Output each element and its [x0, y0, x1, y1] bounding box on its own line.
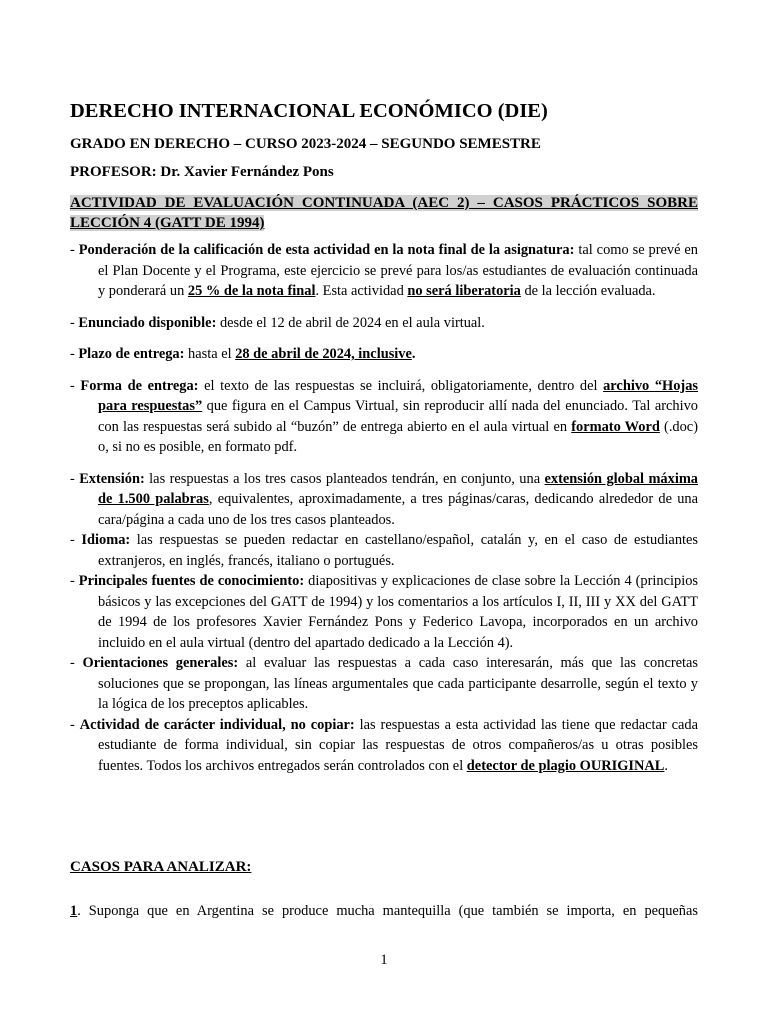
item-text: desde el 12 de abril de 2024 en el aula virtual. — [216, 314, 485, 331]
item-text: el texto de las respuestas se incluirá, obligatoriamente, dentro del — [198, 377, 604, 394]
bullet: - — [70, 470, 80, 487]
bullet: - — [70, 716, 80, 733]
emphasis: no será liberatoria — [407, 283, 521, 299]
bullet: - — [70, 346, 79, 362]
item-plazo — [70, 344, 698, 365]
item-label: Idioma: — [81, 532, 131, 548]
item-label: Plazo de entrega: — [78, 346, 185, 362]
item-text: de la lección evaluada. — [520, 283, 656, 299]
item-forma — [70, 376, 698, 458]
emphasis: formato Word — [571, 418, 660, 435]
item-text: las respuestas a esta actividad las tiene que redactar cada estudiante de forma individual, sin copiar las respuestas de otros compañeros/as u otras posibles fuentes. Todos los archivos entregados serán controlados con el — [98, 716, 699, 774]
case-text: . Suponga que en Argentina se produce mucha mantequilla (que también se importa, en pequeñas — [77, 903, 698, 919]
item-text: (.doc) o, si no es posible, en formato pdf. — [98, 418, 698, 455]
item-fuentes — [70, 571, 698, 653]
document-title: DERECHO INTERNACIONAL ECONÓMICO (DIE) — [70, 100, 548, 122]
item-label: Actividad de carácter individual, no copiar: — [79, 716, 355, 733]
document-subtitle: GRADO EN DERECHO – CURSO 2023-2024 – SEGUNDO SEMESTRE — [70, 136, 541, 152]
item-idioma — [70, 530, 698, 571]
professor-line: PROFESOR: Dr. Xavier Fernández Pons — [70, 164, 334, 180]
item-text: . — [411, 346, 416, 362]
item-label: Orientaciones generales: — [82, 655, 239, 671]
item-enunciado — [70, 313, 698, 334]
item-text: diapositivas y explicaciones de clase sobre la Lección 4 (principios básicos y las excepciones del GATT de 1994) y los comentarios a los artículos I, II, III y XX del GATT de 1994 de los profesores Xavier Fernández Pons y Federico Lavopa, incorporados en un archivo incluido en el aula virtual (dentro del apartado dedicado a la Lección 4). — [98, 573, 698, 651]
activity-title-text: ACTIVIDAD DE EVALUACIÓN CONTINUADA (AEC 2) – CASOS PRÁCTICOS SOBRE LECCIÓN 4 (GATT DE 1994) — [70, 195, 698, 231]
emphasis: 28 de abril de 2024, inclusive — [235, 346, 412, 362]
bullet: - — [70, 655, 83, 671]
item-label: Enunciado disponible: — [78, 314, 217, 331]
item-text: . Esta actividad — [315, 283, 408, 299]
item-extension — [70, 469, 698, 531]
page-number: 1 — [380, 952, 388, 968]
item-text: al evaluar las respuestas a cada caso interesarán, más que las concretas soluciones que se propongan, las líneas argumentales que cada participante desarrolle, según el texto y la lógica de los preceptos aplicables. — [98, 655, 699, 712]
item-text: las respuestas se pueden redactar en castellano/español, catalán y, en el caso de estudiantes extranjeros, en inglés, francés, italiano o portugués. — [98, 532, 699, 569]
case-number: 1 — [70, 903, 78, 919]
emphasis: extensión global máxima de 1.500 palabras — [98, 470, 698, 507]
item-label: Extensión: — [79, 470, 145, 487]
item-label: Ponderación de la calificación de esta actividad en la nota final de la asignatura: — [78, 242, 575, 258]
bullet: - — [70, 573, 79, 589]
item-text: que figura en el Campus Virtual, sin reproducir allí nada del enunciado. Tal archivo con las respuestas será subido al “buzón” de entrega abierto en el aula virtual en — [98, 398, 698, 435]
item-text: las respuestas a los tres casos planteados tendrán, en conjunto, una — [144, 470, 545, 487]
activity-title — [70, 193, 698, 233]
item-label: Forma de entrega: — [80, 377, 199, 394]
bullet: - — [70, 314, 79, 331]
case-1-text — [70, 901, 698, 921]
item-text: hasta el — [184, 346, 236, 362]
item-text: . — [664, 757, 669, 774]
activity-conditions — [70, 240, 698, 776]
emphasis: detector de plagio OURIGINAL — [466, 757, 665, 774]
cases-heading: CASOS PARA ANALIZAR: — [70, 859, 252, 875]
bullet: - — [70, 377, 81, 394]
item-orientaciones — [70, 653, 698, 715]
bullet: - — [70, 242, 79, 258]
item-ponderacion — [70, 240, 698, 302]
emphasis: 25 % de la nota final — [187, 283, 316, 299]
item-text: , equivalentes, aproximadamente, a tres páginas/caras, dedicando alrededor de una cara/página a cada uno de los tres casos planteados. — [98, 491, 699, 528]
item-text: tal como se prevé en el Plan Docente y el Programa, este ejercicio se prevé para los/as estudiantes de evaluación continuada y ponderará un — [98, 242, 698, 299]
item-individual — [70, 715, 698, 777]
emphasis: archivo “Hojas para respuestas” — [98, 377, 698, 414]
bullet: - — [70, 532, 82, 548]
item-label: Principales fuentes de conocimiento: — [78, 573, 305, 589]
